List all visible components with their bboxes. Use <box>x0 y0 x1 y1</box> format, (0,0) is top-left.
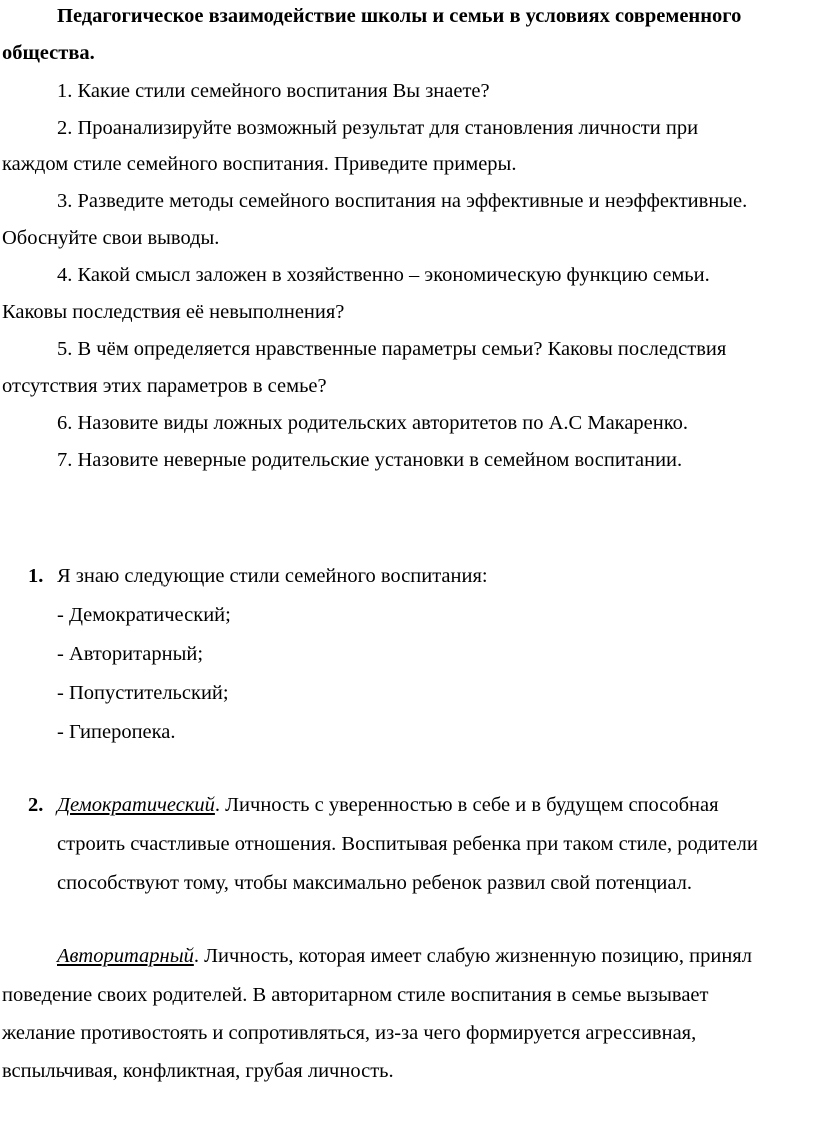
question-text: Разведите методы семейного воспитания на эффективные и неэффективные. <box>77 190 748 212</box>
question-2 <box>57 118 698 139</box>
answer-1-intro: Я знаю следующие стили семейного воспитания: <box>57 565 488 587</box>
question-number: 7. <box>57 449 73 471</box>
question-number: 2. <box>57 117 73 139</box>
title-line-1: Педагогическое взаимодействие школы и семьи в условиях современного <box>57 5 742 27</box>
question-5 <box>57 339 726 360</box>
question-1 <box>57 81 490 102</box>
question-number: 4. <box>57 264 73 286</box>
question-7 <box>57 450 682 471</box>
question-3-continuation: Обоснуйте свои выводы. <box>2 227 220 249</box>
question-text: Какие стили семейного воспитания Вы знаете? <box>77 80 490 102</box>
authoritarian-paragraph-line-1 <box>57 946 752 967</box>
democratic-paragraph-line-1 <box>57 795 719 816</box>
question-text: Проанализируйте возможный результат для становления личности при <box>77 117 699 139</box>
question-text: Назовите неверные родительские установки в семейном воспитании. <box>77 449 683 471</box>
style-list-item: - Демократический; <box>57 604 231 626</box>
question-number: 5. <box>57 338 73 360</box>
question-4 <box>57 265 710 286</box>
authoritarian-paragraph-line-2: поведение своих родителей. В авторитарном стиле воспитания в семье вызывает <box>2 984 709 1006</box>
style-list-item: - Попустительский; <box>57 682 229 704</box>
authoritarian-paragraph-line-3: желание противостоять и сопротивляться, из-за чего формируется агрессивная, <box>2 1022 697 1044</box>
style-list-item: - Авторитарный; <box>57 643 204 665</box>
style-list-item: - Гиперопека. <box>57 721 176 743</box>
democratic-text: . Личность с уверенностью в себе и в будущем способная <box>214 794 719 816</box>
question-text: В чём определяется нравственные параметры семьи? Каковы последствия <box>77 338 727 360</box>
answer-2-number: 2. <box>28 794 44 816</box>
question-6 <box>57 413 688 434</box>
question-5-continuation: отсутствия этих параметров в семье? <box>2 375 327 397</box>
question-number: 3. <box>57 190 73 212</box>
question-2-continuation: каждом стиле семейного воспитания. Приведите примеры. <box>2 153 517 175</box>
question-3 <box>57 191 747 212</box>
democratic-paragraph-line-2: строить счастливые отношения. Воспитывая ребенка при таком стиле, родители <box>57 833 758 855</box>
authoritarian-term: Авторитарный <box>57 945 194 967</box>
question-number: 6. <box>57 412 73 434</box>
title-line-2: общества. <box>2 42 95 64</box>
answer-1-number: 1. <box>28 565 44 587</box>
question-4-continuation: Каковы последствия её невыполнения? <box>2 301 345 323</box>
question-text: Назовите виды ложных родительских авторитетов по А.С Макаренко. <box>77 412 689 434</box>
question-text: Какой смысл заложен в хозяйственно – экономическую функцию семьи. <box>77 264 710 286</box>
question-number: 1. <box>57 80 73 102</box>
authoritarian-text: . Личность, которая имеет слабую жизненную позицию, принял <box>193 945 752 967</box>
democratic-term: Демократический <box>57 794 215 816</box>
democratic-paragraph-line-3: способствуют тому, чтобы максимально ребенок развил свой потенциал. <box>57 872 692 894</box>
authoritarian-paragraph-line-4: вспыльчивая, конфликтная, грубая личность. <box>2 1060 394 1082</box>
